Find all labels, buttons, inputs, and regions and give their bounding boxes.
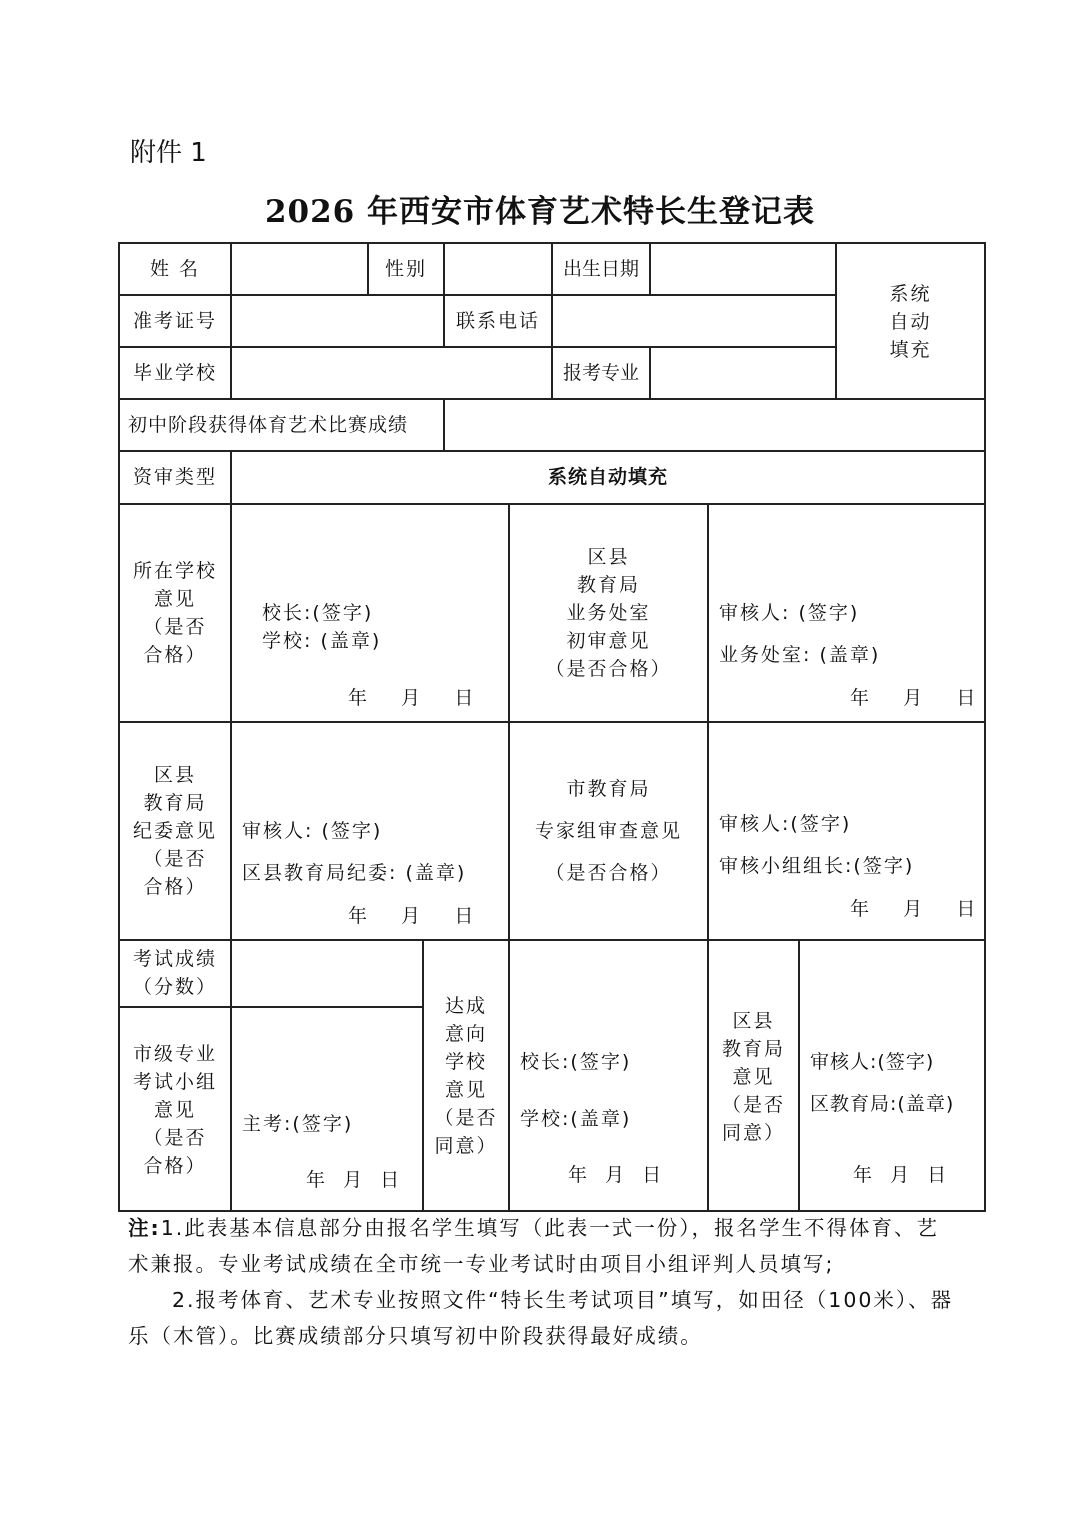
label-line: 意向 bbox=[444, 1023, 487, 1045]
label-line: （是否合格） bbox=[545, 862, 672, 884]
date-line: 年 月 日 bbox=[348, 687, 476, 709]
grad-school-label: 毕业学校 bbox=[132, 362, 217, 384]
label-line: （是否 bbox=[143, 1127, 207, 1149]
label-line: 同意） bbox=[721, 1122, 785, 1144]
reviewer-sign: 审核人: (签字) bbox=[719, 602, 860, 624]
examiner-sign: 主考:(签字) bbox=[242, 1113, 354, 1135]
principal-sign: 校长:(签字) bbox=[520, 1051, 632, 1073]
birth-date-label: 出生日期 bbox=[562, 258, 639, 280]
label-line: 同意） bbox=[434, 1135, 498, 1157]
competition-field[interactable] bbox=[445, 400, 984, 450]
district-final-label bbox=[709, 1007, 798, 1147]
date-line: 年 月 日 bbox=[306, 1169, 402, 1191]
label-line: 意见 bbox=[153, 588, 196, 610]
label-line: 所在学校 bbox=[132, 560, 217, 582]
school-seal: 学校:(盖章) bbox=[520, 1108, 632, 1130]
gender-label: 性别 bbox=[384, 258, 427, 280]
label-line: 纪委意见 bbox=[132, 820, 217, 842]
label-line: （是否 bbox=[143, 616, 207, 638]
exam-id-label: 准考证号 bbox=[132, 310, 217, 332]
note-1-text: 1.此表基本信息部分由报名学生填写（此表一式一份），报名学生不得体育、艺术兼报。专业考试成绩在全市统一专业考试时由项目小组评判人员填写; bbox=[128, 1216, 940, 1276]
label-line: 考试成绩 bbox=[132, 948, 217, 970]
district-dept-label bbox=[510, 543, 707, 683]
notes-prefix: 注: bbox=[128, 1216, 161, 1240]
dept-seal: 业务处室: (盖章) bbox=[719, 644, 881, 666]
label-line: 意见 bbox=[444, 1079, 487, 1101]
birth-date-field[interactable] bbox=[651, 244, 835, 294]
date-line: 年 月 日 bbox=[568, 1164, 664, 1186]
phone-field[interactable] bbox=[553, 296, 835, 346]
exam-score-label bbox=[120, 945, 230, 1001]
label-line: 考试小组 bbox=[132, 1071, 217, 1093]
note-1 bbox=[128, 1210, 958, 1282]
photo-text-line: 自动 bbox=[889, 311, 932, 333]
target-school-label bbox=[424, 992, 508, 1160]
label-line: 达成 bbox=[444, 995, 487, 1017]
competition-label: 初中阶段获得体育艺术比赛成绩 bbox=[128, 414, 409, 436]
label-line: （是否 bbox=[434, 1107, 498, 1129]
label-line: 教育局 bbox=[576, 574, 640, 596]
photo-text-line: 填充 bbox=[889, 339, 932, 361]
gender-field[interactable] bbox=[445, 244, 551, 294]
label-line: 教育局 bbox=[143, 792, 207, 814]
grad-school-field[interactable] bbox=[232, 348, 551, 398]
name-field[interactable] bbox=[232, 244, 367, 294]
reviewer-sign: 审核人:(签字) bbox=[719, 813, 852, 835]
label-line: 教育局 bbox=[721, 1038, 785, 1060]
phone-label: 联系电话 bbox=[455, 310, 540, 332]
reviewer-sign: 审核人: (签字) bbox=[242, 820, 383, 842]
date-line: 年 月 日 bbox=[348, 905, 476, 927]
review-type-value: 系统自动填充 bbox=[547, 466, 668, 488]
label-line: 区县 bbox=[153, 764, 196, 786]
photo-text-line: 系统 bbox=[889, 283, 932, 305]
page-title: 2026 年西安市体育艺术特长生登记表 bbox=[264, 194, 816, 230]
label-line: 意见 bbox=[153, 1099, 196, 1121]
label-line: （是否 bbox=[143, 848, 207, 870]
school-opinion-label bbox=[120, 557, 230, 669]
label-line: 区县 bbox=[587, 546, 630, 568]
school-seal: 学校: (盖章) bbox=[262, 630, 382, 652]
city-pro-label bbox=[120, 1040, 230, 1180]
label-line: （是否 bbox=[721, 1094, 785, 1116]
label-line: 市教育局 bbox=[566, 778, 651, 800]
exam-id-field[interactable] bbox=[232, 296, 443, 346]
note-2: 2.报考体育、艺术专业按照文件“特长生考试项目”填写，如田径（100米）、器乐（木管）。比赛成绩部分只填写初中阶段获得最好成绩。 bbox=[128, 1288, 954, 1348]
label-line: 初审意见 bbox=[566, 630, 651, 652]
label-line: 区县 bbox=[732, 1010, 775, 1032]
label-line: 专家组审查意见 bbox=[534, 820, 682, 842]
photo-cell bbox=[837, 280, 984, 364]
date-line: 年 月 日 bbox=[853, 1164, 949, 1186]
notes-section bbox=[128, 1210, 958, 1354]
principal-sign: 校长:(签字) bbox=[262, 602, 374, 624]
district-seal: 区教育局:(盖章) bbox=[810, 1093, 955, 1115]
label-line: 学校 bbox=[444, 1051, 487, 1073]
discipline-seal: 区县教育局纪委: (盖章) bbox=[242, 862, 467, 884]
leader-sign: 审核小组组长:(签字) bbox=[719, 855, 915, 877]
label-line: 合格） bbox=[143, 876, 207, 898]
label-line: 合格） bbox=[143, 1155, 207, 1177]
reviewer-sign: 审核人:(签字) bbox=[810, 1051, 935, 1073]
major-label: 报考专业 bbox=[562, 362, 639, 384]
label-line: （分数） bbox=[132, 976, 217, 998]
label-line: 合格） bbox=[143, 644, 207, 666]
label-line: 意见 bbox=[732, 1066, 775, 1088]
name-label: 姓 名 bbox=[149, 258, 201, 280]
label-line: 市级专业 bbox=[132, 1043, 217, 1065]
label-line: 业务处室 bbox=[566, 602, 651, 624]
major-field[interactable] bbox=[651, 348, 835, 398]
review-type-label: 资审类型 bbox=[132, 466, 217, 488]
exam-score-field[interactable] bbox=[232, 941, 422, 1006]
date-line: 年 月 日 bbox=[850, 687, 978, 709]
attachment-label: 附件 1 bbox=[130, 138, 207, 168]
district-discipline-label bbox=[120, 761, 230, 901]
label-line: （是否合格） bbox=[545, 658, 672, 680]
city-expert-label bbox=[510, 768, 707, 894]
date-line: 年 月 日 bbox=[850, 898, 978, 920]
